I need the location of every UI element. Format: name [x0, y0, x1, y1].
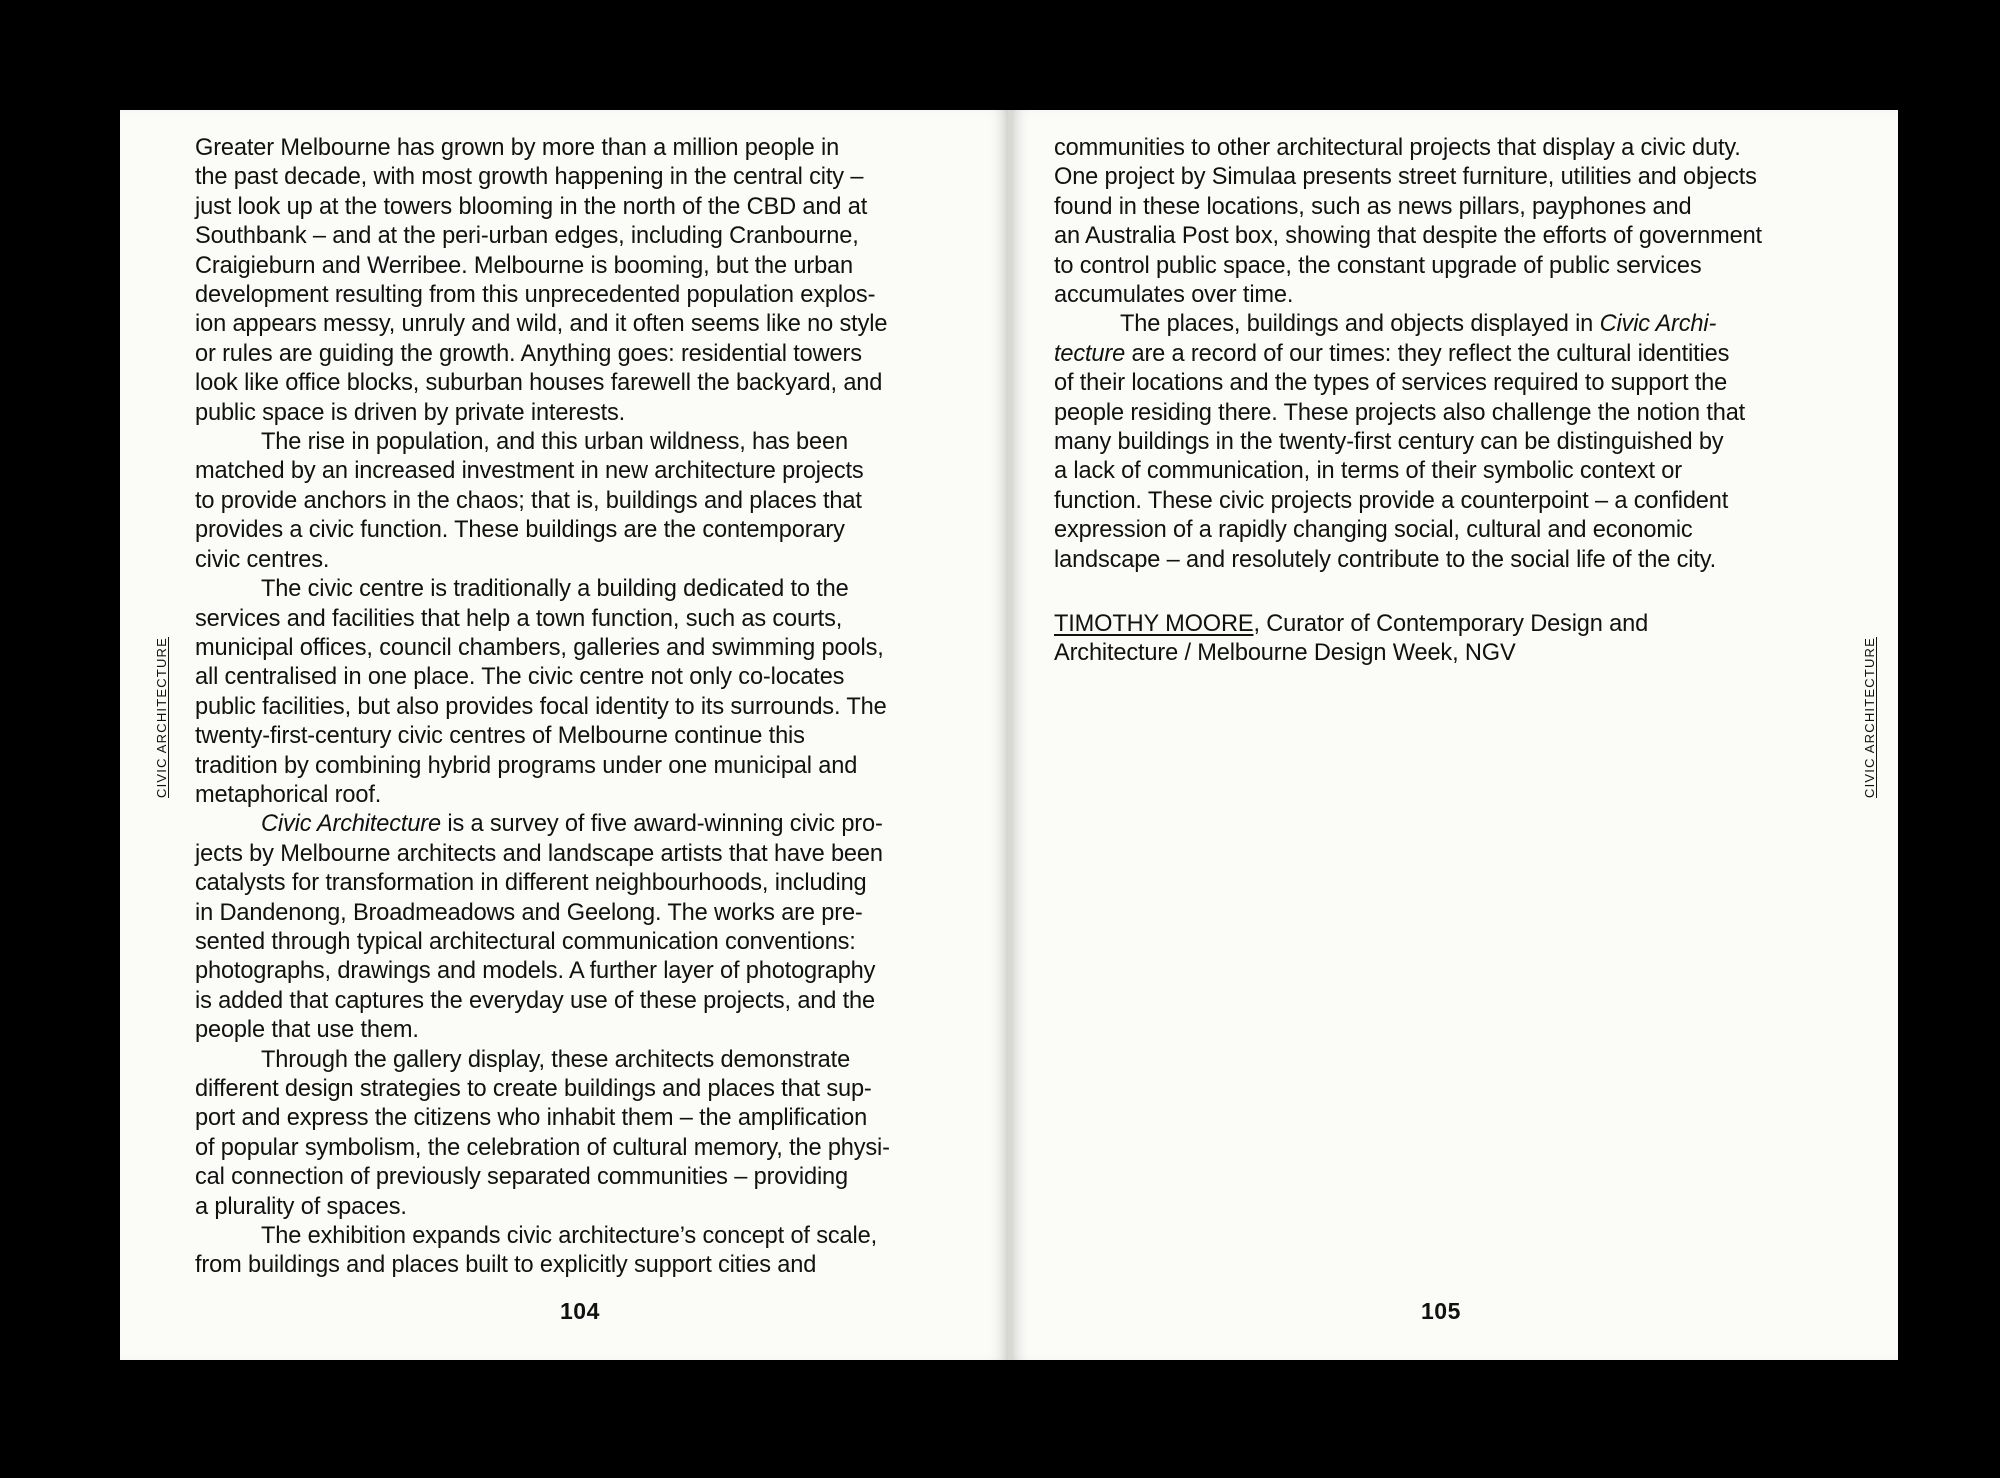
body-line: accumulates over time. [1054, 282, 1294, 309]
body-line: a lack of communication, in terms of their symbolic context or [1054, 458, 1682, 485]
body-line [1054, 340, 1854, 369]
author-name: TIMOTHY MOORE [1054, 611, 1254, 637]
body-line: tradition by combining hybrid programs under one municipal and [195, 752, 858, 779]
book-spread [120, 110, 1898, 1360]
body-line: The exhibition expands civic architecture’s concept of scale, [261, 1223, 877, 1250]
body-line: an Australia Post box, showing that despite the efforts of government [1054, 223, 1762, 250]
body-line-start: The places, buildings and objects displayed in [1120, 311, 1600, 338]
body-line: port and express the citizens who inhabit them – the amplification [195, 1105, 868, 1132]
body-line: just look up at the towers blooming in the north of the CBD and at [195, 193, 868, 220]
body-line: of popular symbolism, the celebration of cultural memory, the physi- [195, 1134, 890, 1161]
body-line-rest: is a survey of five award-winning civic pro- [440, 811, 883, 838]
body-line: twenty-first-century civic centres of Melbourne continue this [195, 723, 805, 750]
body-line: from buildings and places built to explicitly support cities and [195, 1252, 817, 1279]
body-line: is added that captures the everyday use of these projects, and the [195, 987, 875, 1014]
body-line-rest: are a record of our times: they reflect the cultural identities [1125, 340, 1730, 367]
page-number-right: 105 [1421, 1298, 1461, 1324]
body-line: function. These civic projects provide a counterpoint – a confident [1054, 487, 1729, 514]
page-number-left: 104 [560, 1298, 600, 1324]
body-line: many buildings in the twenty-first century can be distinguished by [1054, 429, 1724, 456]
body-line: expression of a rapidly changing social, cultural and economic [1054, 517, 1693, 544]
body-line [195, 810, 975, 839]
body-line: of their locations and the types of services required to support the [1054, 370, 1728, 397]
body-line: different design strategies to create buildings and places that sup- [195, 1076, 872, 1102]
running-head-right: CIVIC ARCHITECTURE [1862, 636, 1877, 798]
left-page-body [195, 134, 975, 1281]
body-line: ion appears messy, unruly and wild, and it often seems like no style [195, 311, 888, 338]
body-line: public space is driven by private interests. [195, 399, 626, 426]
author-credit [1054, 610, 1854, 669]
body-line: Greater Melbourne has grown by more than a million people in [195, 135, 840, 161]
credit-line [1054, 610, 1854, 639]
body-line: metaphorical roof. [195, 781, 382, 808]
body-line: people that use them. [195, 1017, 419, 1044]
body-line: to provide anchors in the chaos; that is, buildings and places that [195, 487, 862, 514]
body-line: municipal offices, council chambers, galleries and swimming pools, [195, 634, 884, 661]
body-line: to control public space, the constant upgrade of public services [1054, 252, 1702, 279]
body-line: Craigieburn and Werribee. Melbourne is booming, but the urban [195, 252, 853, 279]
italic-title: Civic Architecture [261, 811, 441, 838]
body-line: Southbank – and at the peri-urban edges, including Cranbourne, [195, 223, 859, 250]
body-line: The civic centre is traditionally a building dedicated to the [261, 576, 849, 603]
body-line: public facilities, but also provides focal identity to its surrounds. The [195, 693, 887, 720]
body-line: landscape – and resolutely contribute to the social life of the city. [1054, 546, 1717, 573]
body-line: a plurality of spaces. [195, 1193, 407, 1220]
body-line: or rules are guiding the growth. Anything goes: residential towers [195, 340, 862, 367]
body-line: catalysts for transformation in different neighbourhoods, including [195, 870, 867, 897]
body-line: communities to other architectural projects that display a civic duty. [1054, 135, 1741, 161]
book-gutter [1008, 110, 1012, 1360]
body-line: services and facilities that help a town function, such as courts, [195, 605, 843, 632]
body-line: civic centres. [195, 546, 330, 573]
author-role: , Curator of Contemporary Design and [1253, 611, 1649, 637]
body-line: found in these locations, such as news pillars, payphones and [1054, 193, 1692, 220]
body-line: in Dandenong, Broadmeadows and Geelong. The works are pre- [195, 899, 863, 926]
body-line: One project by Simulaa presents street furniture, utilities and objects [1054, 164, 1757, 191]
body-line: Through the gallery display, these architects demonstrate [261, 1046, 851, 1073]
body-line: cal connection of previously separated communities – providing [195, 1164, 848, 1191]
body-line: look like office blocks, suburban houses farewell the backyard, and [195, 370, 883, 397]
body-line: all centralised in one place. The civic centre not only co-locates [195, 664, 845, 691]
body-line: The rise in population, and this urban wildness, has been [261, 429, 848, 456]
body-line: the past decade, with most growth happening in the central city – [195, 164, 864, 191]
credit-line: Architecture / Melbourne Design Week, NGV [1054, 640, 1516, 667]
body-line: photographs, drawings and models. A further layer of photography [195, 958, 876, 985]
body-line: jects by Melbourne architects and landscape artists that have been [195, 840, 883, 867]
italic-title: Civic Archi- [1599, 311, 1717, 338]
body-line [1054, 310, 1854, 339]
body-line: development resulting from this unprecedented population explos- [195, 282, 876, 309]
body-line: matched by an increased investment in new architecture projects [195, 458, 864, 485]
body-line: provides a civic function. These buildings are the contemporary [195, 517, 845, 544]
right-page-body [1054, 134, 1854, 575]
italic-title: tecture [1054, 340, 1126, 367]
body-line: sented through typical architectural communication conventions: [195, 928, 856, 955]
body-line: people residing there. These projects also challenge the notion that [1054, 399, 1746, 426]
running-head-left: CIVIC ARCHITECTURE [154, 636, 169, 798]
